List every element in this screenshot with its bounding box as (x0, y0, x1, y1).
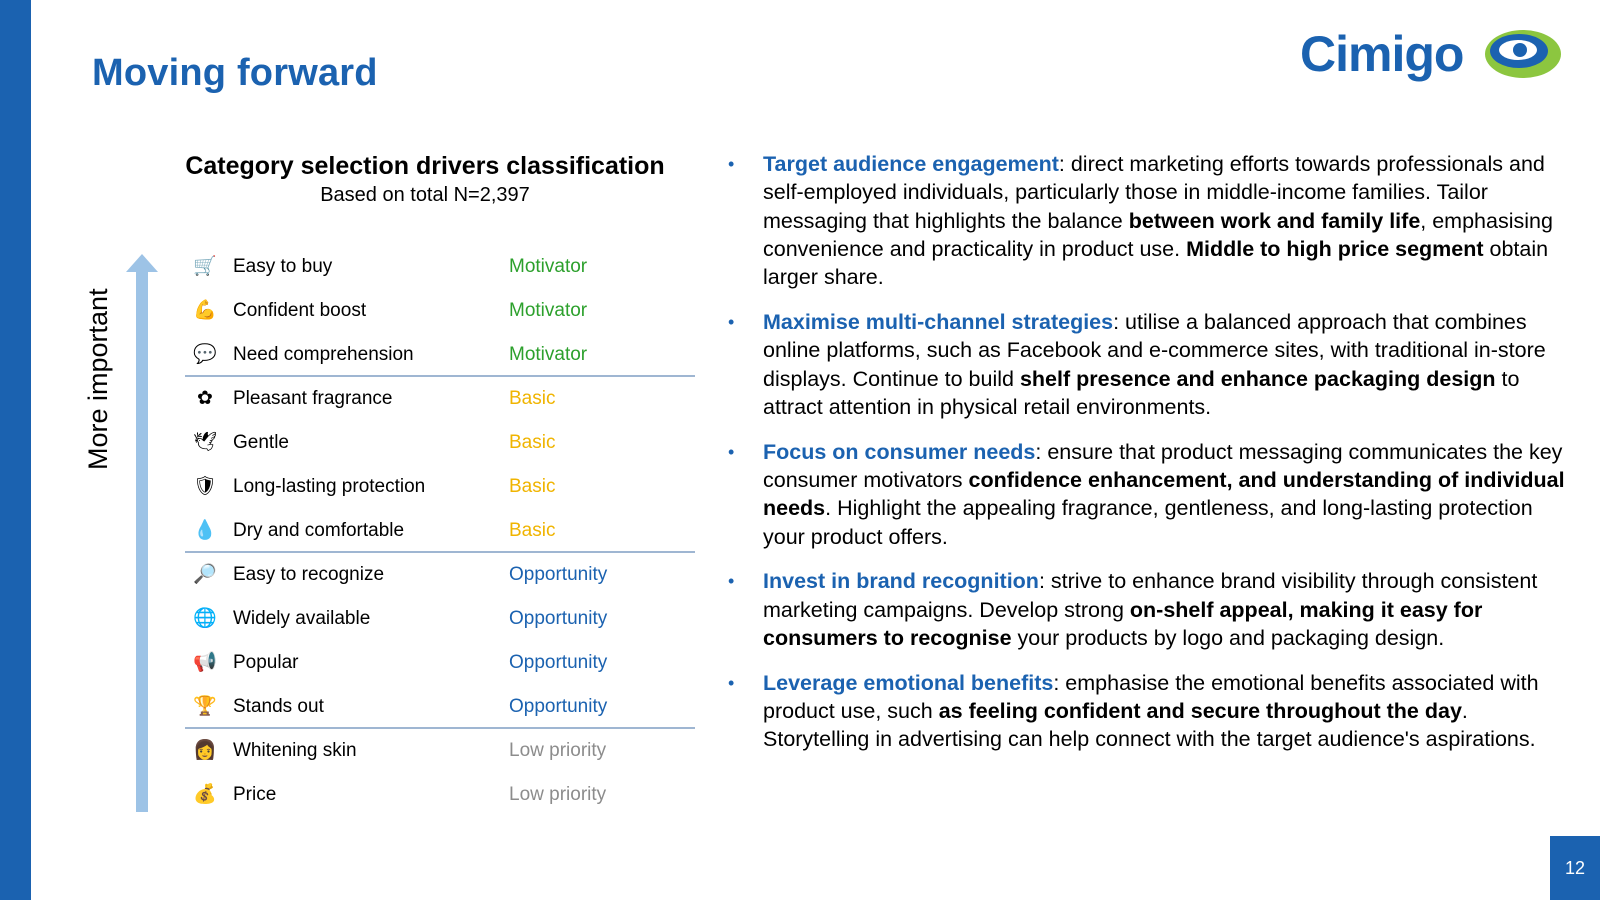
recommendation-text: : strive to enhance brand visibility through consistent marketing campaigns. Develop strong (763, 569, 1538, 622)
recommendation-text: . Highlight the appealing fragrance, gentleness, and long-lasting protection your product offers. (763, 496, 1533, 549)
logo-wordmark: Cimigo (1300, 26, 1464, 82)
driver-label: Pleasant fragrance (233, 388, 393, 409)
trophy-icon: 🏆 (193, 696, 217, 717)
driver-row (185, 377, 695, 421)
driver-row (185, 509, 695, 553)
driver-row (185, 421, 695, 465)
importance-axis-label: More important (83, 288, 113, 470)
money-bag-icon: 💰 (193, 784, 217, 805)
recommendation-heading: Target audience engagement (763, 152, 1059, 176)
driver-row (185, 685, 695, 729)
drivers-table (185, 245, 695, 817)
driver-label: Whitening skin (233, 740, 357, 761)
driver-label: Widely available (233, 608, 371, 629)
driver-classification: Low priority (509, 740, 607, 761)
shopping-cart-icon: 🛒 (193, 256, 217, 277)
speech-bubble-icon: 💬 (193, 344, 217, 365)
driver-label: Gentle (233, 432, 289, 453)
dove-icon: 🕊 (193, 432, 218, 453)
driver-classification: Basic (509, 432, 556, 453)
recommendation-item (727, 308, 1565, 421)
recommendation-emphasis: as feeling confident and secure throughout the day (938, 699, 1462, 724)
recommendation-emphasis: on-shelf appeal, making it easy for consumers to recognise (763, 597, 1483, 650)
importance-arrow-icon (126, 254, 158, 814)
shield-icon: 🛡 (193, 476, 218, 497)
driver-classification: Basic (509, 520, 556, 541)
driver-row (185, 333, 695, 377)
globe-icon: 🌐 (193, 608, 217, 629)
recommendation-text: : utilise a balanced approach that combines online platforms, such as Facebook and e-commerce sites, with traditional in-store displays. Continue to build (763, 309, 1546, 391)
recommendation-heading: Focus on consumer needs (763, 439, 1036, 464)
driver-row (185, 553, 695, 597)
driver-classification: Motivator (509, 256, 588, 277)
recommendation-text: , emphasising convenience and practicality in product use. (763, 208, 1553, 261)
driver-label: Stands out (233, 696, 324, 717)
driver-classification: Low priority (509, 784, 607, 805)
driver-row (185, 597, 695, 641)
driver-row (185, 773, 695, 817)
recommendation-item (727, 150, 1565, 291)
driver-row (185, 465, 695, 509)
driver-classification: Opportunity (509, 608, 608, 629)
driver-label: Confident boost (233, 300, 367, 321)
driver-classification: Opportunity (509, 564, 608, 585)
driver-classification: Opportunity (509, 696, 608, 717)
driver-label: Easy to recognize (233, 564, 385, 585)
recommendation-item (727, 669, 1565, 754)
slide-title: Moving forward (92, 52, 378, 94)
recommendation-emphasis: shelf presence and enhance packaging design (1019, 366, 1496, 391)
recommendation-heading: Invest in brand recognition (763, 569, 1039, 594)
driver-label: Need comprehension (233, 344, 414, 365)
bullet-icon: • (728, 154, 735, 174)
recommendation-text: obtain larger share. (763, 236, 1549, 290)
bullet-icon: • (728, 571, 735, 592)
recommendation-text: : emphasise the emotional benefits associated with product use, such (763, 670, 1539, 724)
recommendation-text: to attract attention in physical retail environments. (763, 366, 1520, 419)
driver-label: Long-lasting protection (233, 476, 426, 497)
recommendation-emphasis: between work and family life (1128, 208, 1421, 233)
driver-classification: Basic (509, 388, 556, 409)
driver-label: Easy to buy (233, 256, 333, 277)
driver-label: Dry and comfortable (233, 520, 405, 541)
table-subtitle: Based on total N=2,397 (320, 184, 530, 206)
flower-icon: ✿ (197, 388, 213, 409)
recommendation-item (727, 567, 1565, 652)
driver-row (185, 289, 695, 333)
recommendation-emphasis: confidence enhancement, and understanding of individual needs (763, 467, 1565, 521)
bullet-icon: • (728, 311, 735, 332)
driver-label: Popular (233, 652, 299, 673)
recommendation-text: . Storytelling in advertising can help connect with the target audience's aspirations. (763, 699, 1536, 752)
recommendation-heading: Leverage emotional benefits (763, 670, 1054, 695)
left-accent-bar (0, 0, 31, 900)
driver-classification: Basic (509, 476, 556, 497)
driver-classification: Opportunity (509, 652, 608, 673)
recommendation-item (727, 438, 1565, 551)
bullet-icon: • (728, 441, 735, 462)
recommendation-text: : direct marketing efforts towards professionals and self-employed individuals, particularly those in middle-income families. Tailor messaging that highlights the balance (763, 152, 1545, 233)
droplet-icon: 💧 (193, 520, 217, 541)
driver-label: Price (233, 784, 277, 805)
table-title: Category selection drivers classification (185, 152, 665, 180)
bullet-icon: • (728, 672, 735, 693)
woman-icon: 👩 (193, 740, 217, 761)
table-heading (155, 150, 695, 208)
driver-row (185, 245, 695, 289)
eye-logo-icon (1482, 26, 1564, 82)
page-number: 12 (1550, 836, 1600, 900)
recommendations-list (727, 150, 1565, 770)
recommendation-text: your products by logo and packaging design. (1011, 625, 1445, 650)
company-logo (1300, 22, 1564, 86)
recommendation-emphasis: Middle to high price segment (1186, 236, 1484, 261)
recommendation-text: : ensure that product messaging communicates the key consumer motivators (763, 439, 1563, 492)
driver-classification: Motivator (509, 344, 588, 365)
megaphone-icon: 📢 (193, 652, 217, 673)
driver-row (185, 729, 695, 773)
driver-row (185, 641, 695, 685)
recommendation-heading: Maximise multi-channel strategies (763, 309, 1114, 334)
magnifier-icon: 🔎 (193, 564, 217, 585)
driver-classification: Motivator (509, 300, 588, 321)
flexed-arm-icon: 💪 (193, 300, 217, 321)
